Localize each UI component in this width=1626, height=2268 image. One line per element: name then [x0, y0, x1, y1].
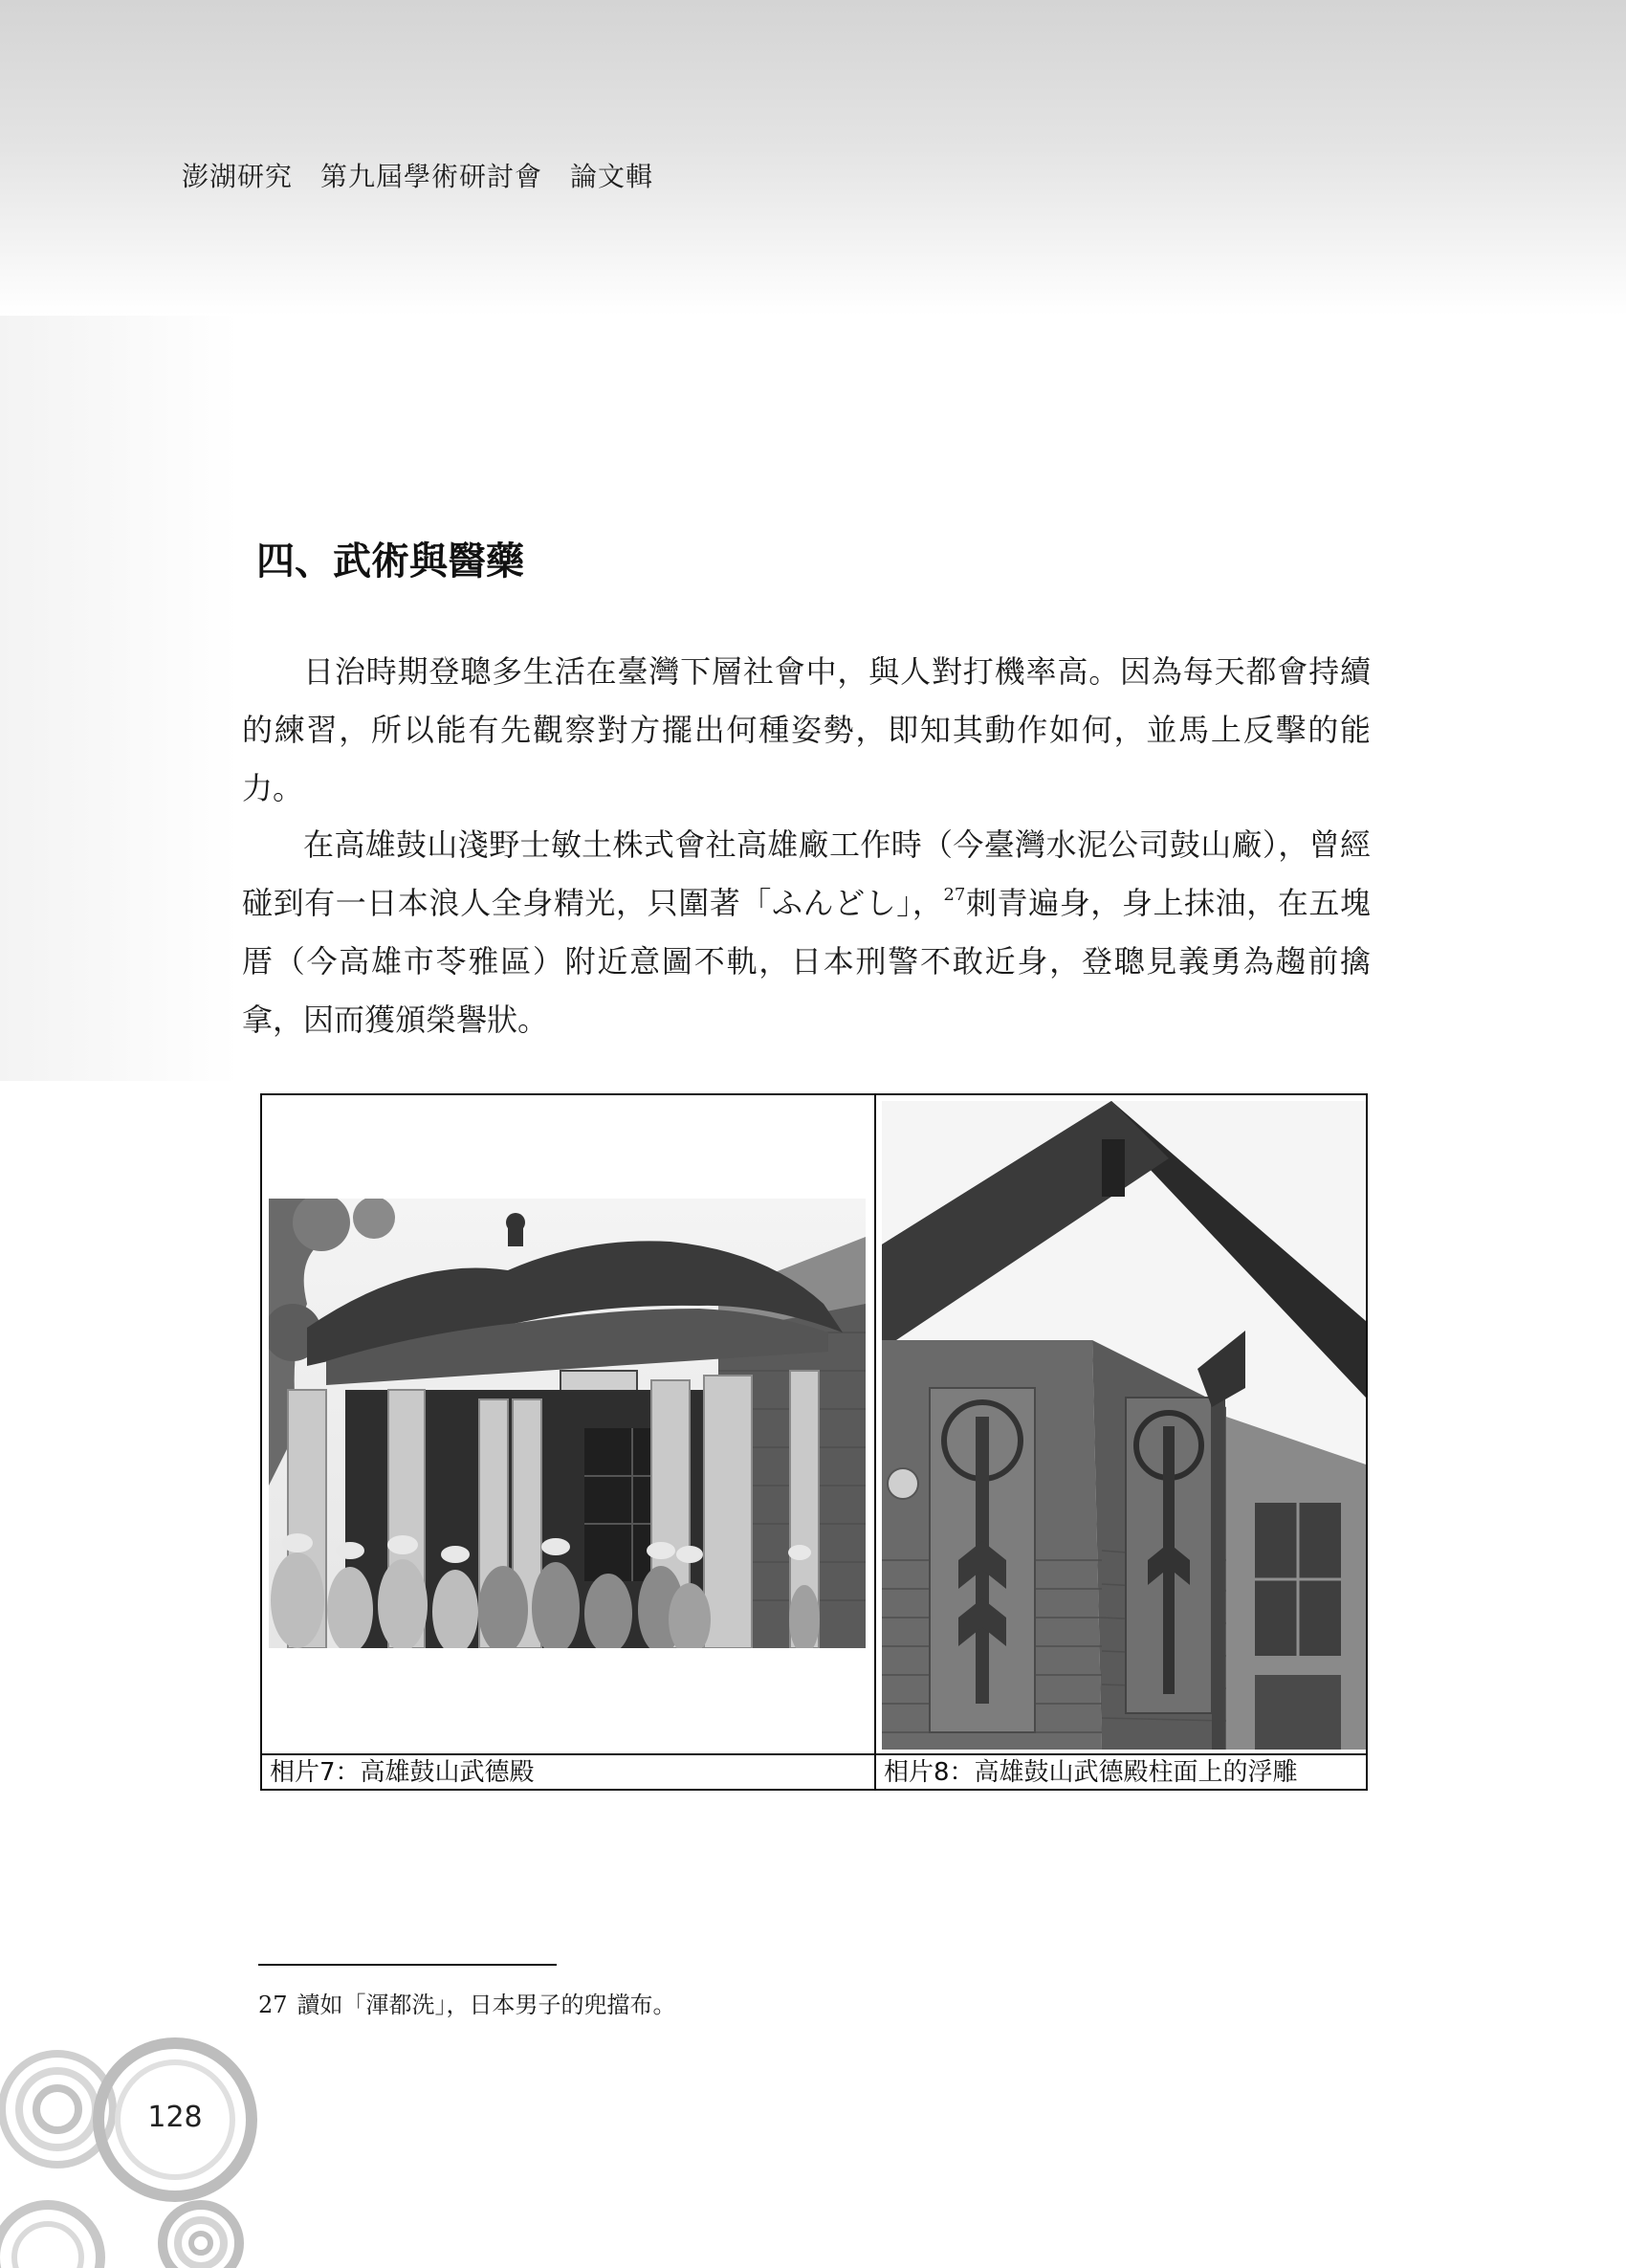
running-header: 澎湖研究 第九屆學術研討會 論文輯 [182, 161, 654, 192]
photo-table [260, 1093, 1368, 1791]
decorative-fade [0, 316, 239, 1081]
table-divider-vertical [874, 1095, 876, 1789]
paragraph-2-part-1: 在高雄鼓山淺野士敏土株式會社高雄廠工作時（今臺灣水泥公司鼓山廠），曾經碰到有一日本浪人全身精光，只圍著「ふんどし」， [242, 826, 1371, 921]
paragraph-2-part-2: 刺青遍身，身上抹油，在五塊厝（今高雄市苓雅區）附近意圖不軌，日本刑警不敢近身，登聰見義勇為趨前擒拿，因而獲頒榮譽狀。 [242, 885, 1371, 1038]
decorative-circles [0, 2018, 287, 2268]
page-number: 128 [147, 2101, 203, 2134]
section-title: 四、武術與醫藥 [256, 539, 524, 584]
photo-relief-image [882, 1101, 1366, 1750]
footnote-number: 27 [258, 1992, 288, 2018]
paragraph-1 [242, 643, 1371, 818]
caption-photo-8: 相片8：高雄鼓山武德殿柱面上的浮雕 [884, 1758, 1298, 1787]
photo-butokuden-image [269, 1199, 866, 1648]
footnote-rule [258, 1964, 557, 1966]
paragraph-2 [242, 816, 1371, 1049]
paragraph-1-text: 日治時期登聰多生活在臺灣下層社會中，與人對打機率高。因為每天都會持續的練習，所以能有先觀察對方擺出何種姿勢，即知其動作如何，並馬上反擊的能力。 [242, 653, 1371, 806]
footnote-text: 讀如「渾都洗」，日本男子的兜擋布。 [297, 1992, 676, 2018]
photo-relief [882, 1101, 1366, 1750]
caption-photo-7: 相片7：高雄鼓山武德殿 [270, 1758, 535, 1787]
paragraph-2-text [242, 816, 1371, 1049]
footnote [258, 1986, 676, 2019]
photo-butokuden [269, 1199, 866, 1648]
footnote-reference[interactable]: 27 [943, 885, 966, 905]
